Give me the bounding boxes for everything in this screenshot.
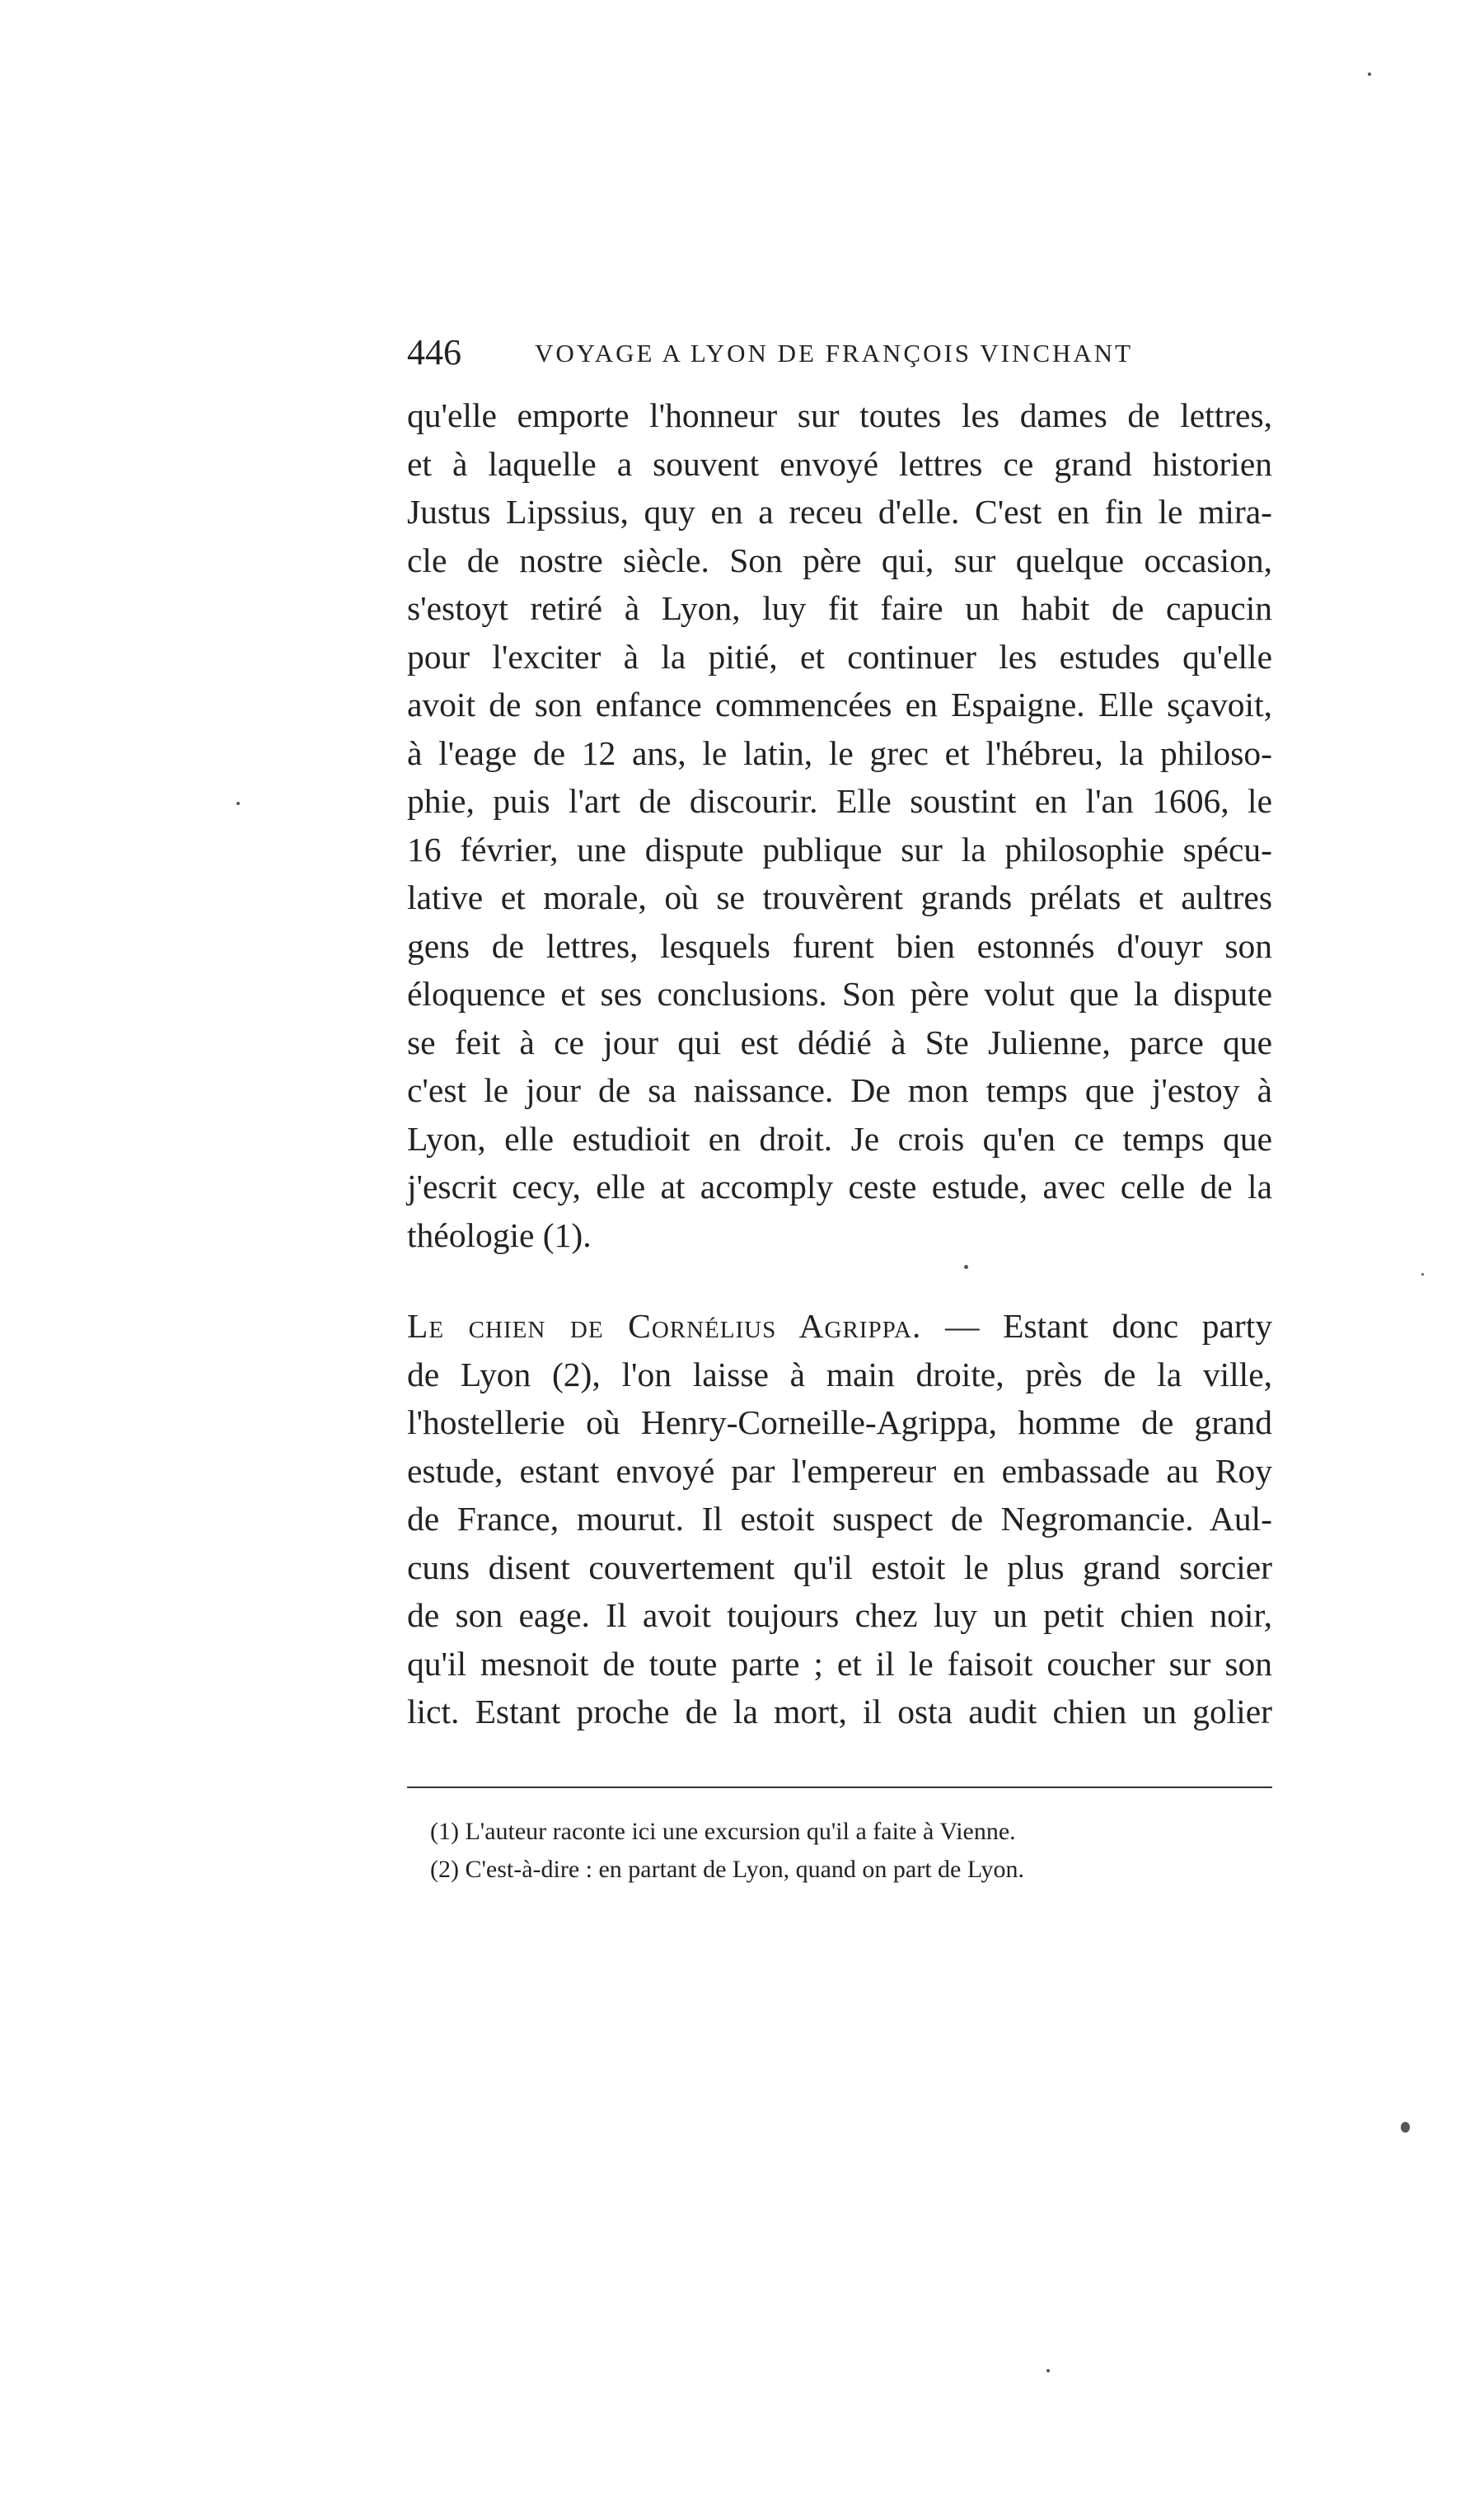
text-line: estude, estant envoyé par l'empereur en embassade au Roy xyxy=(407,1451,1272,1490)
text-line: Lyon, elle estudioit en droit. Je crois qu'en ce temps que xyxy=(407,1119,1272,1158)
text-line: avoit de son enfance commencées en Espaigne. Elle sçavoit, xyxy=(407,686,1272,723)
text-line: et à laquelle a souvent envoyé lettres ce grand historien xyxy=(407,444,1272,483)
section-heading: Le chien de Cornélius Agrippa. xyxy=(407,1307,922,1345)
text-line: qu'elle emporte l'honneur sur toutes les dames de lettres, xyxy=(407,396,1272,434)
text-line: 16 février, une dispute publique sur la philosophie spécu- xyxy=(407,830,1272,869)
text-line: théologie (1). xyxy=(407,1215,592,1254)
running-head xyxy=(407,328,1272,377)
text-line: s'estoyt retiré à Lyon, luy fit faire un habit de capucin xyxy=(407,589,1272,627)
text-line: cuns disent couvertement qu'il estoit le plus grand sorcier xyxy=(407,1548,1272,1586)
text-line: c'est le jour de sa naissance. De mon temps que j'estoy à xyxy=(407,1071,1272,1109)
paragraph-2 xyxy=(407,1302,1272,1736)
footnote-rule xyxy=(407,1787,1272,1788)
scan-speck xyxy=(1046,2369,1050,2372)
text-line: qu'il mesnoit de toute parte ; et il le faisoit coucher sur son xyxy=(407,1644,1272,1683)
scan-speck xyxy=(1421,1273,1424,1276)
footnote: (2) C'est-à-dire : en partant de Lyon, quand on part de Lyon. xyxy=(430,1856,1025,1883)
text-line: phie, puis l'art de discourir. Elle soustint en l'an 1606, le xyxy=(407,782,1272,820)
paragraph-first-line xyxy=(407,1302,1272,1351)
text-line: se feit à ce jour qui est dédié à Ste Julienne, parce que xyxy=(407,1023,1272,1061)
text-line: de Lyon (2), l'on laisse à main droite, près de la ville, xyxy=(407,1355,1272,1393)
footnotes xyxy=(430,1813,1271,1889)
text-line: j'escrit cecy, elle at accomply ceste estude, avec celle de la xyxy=(407,1168,1272,1206)
page-number: 446 xyxy=(407,332,461,372)
paragraph-1 xyxy=(407,391,1272,1259)
running-title: VOYAGE A LYON DE FRANÇOIS VINCHANT xyxy=(535,339,1134,368)
scan-speck xyxy=(1401,2122,1410,2133)
text-line: l'hostellerie où Henry-Corneille-Agrippa, homme de grand xyxy=(407,1403,1272,1441)
footnote: (1) L'auteur raconte ici une excursion qu'il a faite à Vienne. xyxy=(430,1818,1016,1845)
text-line: lict. Estant proche de la mort, il osta audit chien un golier xyxy=(407,1693,1272,1730)
scan-speck xyxy=(964,1265,968,1269)
text-line: de France, mourut. Il estoit suspect de Negromancie. Aul- xyxy=(407,1500,1272,1538)
heading-line-rest: — Estant donc party xyxy=(921,1307,1272,1345)
scan-speck xyxy=(1368,73,1371,76)
text-line: pour l'exciter à la pitié, et continuer les estudes qu'elle xyxy=(407,637,1272,676)
text-line: gens de lettres, lesquels furent bien estonnés d'ouyr son xyxy=(407,926,1272,965)
text-line: éloquence et ses conclusions. Son père volut que la dispute xyxy=(407,975,1272,1013)
scan-speck xyxy=(236,802,240,805)
text-line: à l'eage de 12 ans, le latin, le grec et l'hébreu, la philoso- xyxy=(407,733,1272,772)
text-line: de son eage. Il avoit toujours chez luy un petit chien noir, xyxy=(407,1596,1272,1634)
text-line: Justus Lipssius, quy en a receu d'elle. C'est en fin le mira- xyxy=(407,493,1272,531)
text-line: lative et morale, où se trouvèrent grands prélats et aultres xyxy=(407,878,1272,916)
text-line: cle de nostre siècle. Son père qui, sur quelque occasion, xyxy=(407,541,1272,579)
